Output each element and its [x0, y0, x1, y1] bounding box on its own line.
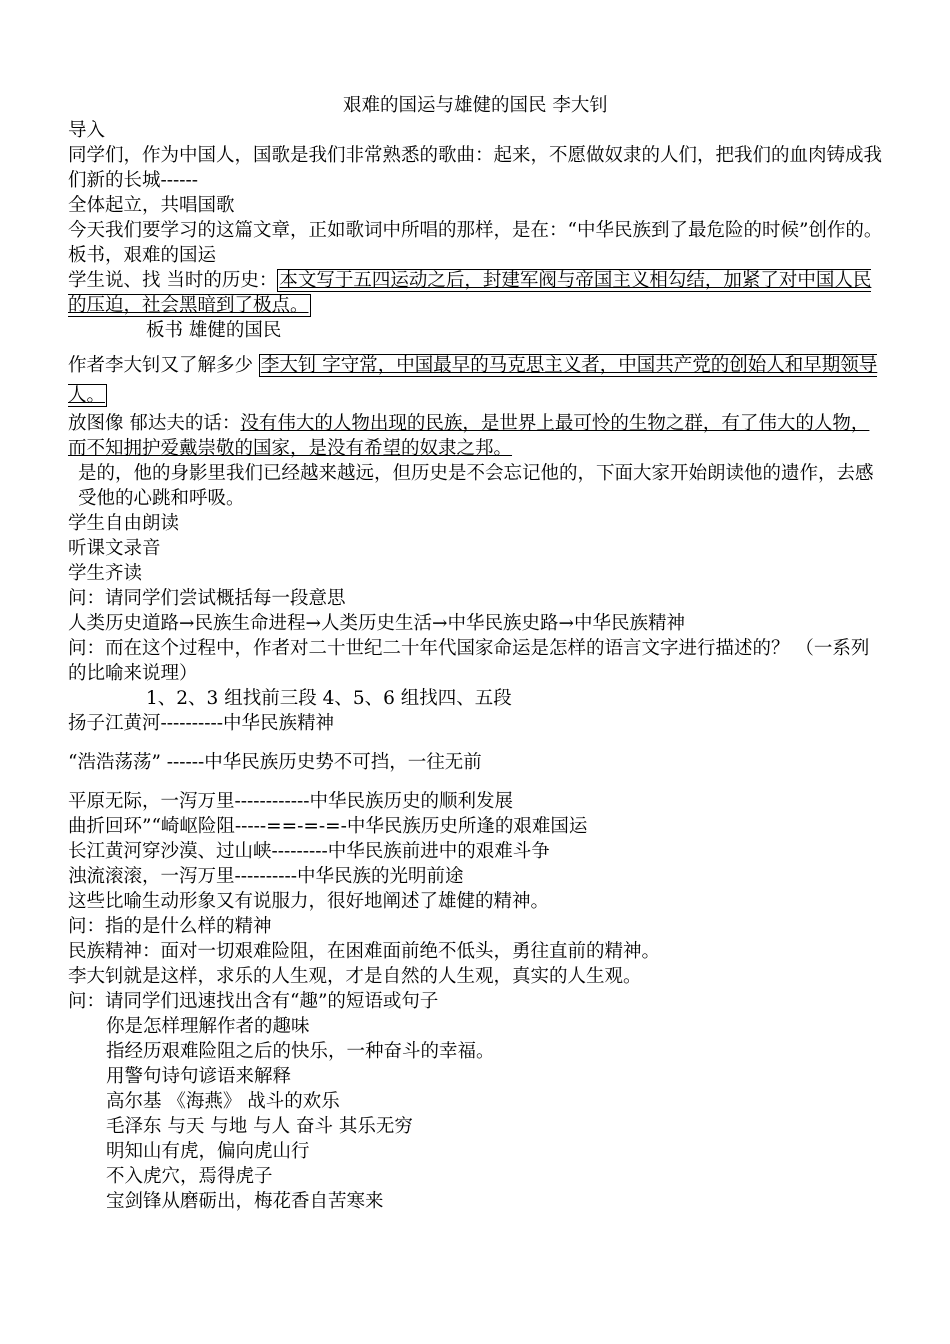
document-title: 艰难的国运与雄健的国民 李大钊 [343, 95, 608, 116]
paragraph: 长江黄河穿沙漠、过山峡---------中华民族前进中的艰难斗争 [68, 841, 550, 862]
boxed-answer: 本文写于五四运动之后，封建军阀与帝国主义相勾结，加紧了对中国人民的压迫，社会黑暗到了极点。 [68, 270, 872, 316]
paragraph-text: 作者李大钊又了解多少 [68, 355, 259, 376]
paragraph-text: 放图像 郁达夫的话： [68, 413, 241, 434]
document-body [68, 93, 883, 1214]
paragraph: 这些比喻生动形象又有说服力，很好地阐述了雄健的精神。 [68, 891, 550, 912]
paragraph: 人类历史道路→民族生命进程→人类历史生活→中华民族史路→中华民族精神 [68, 613, 686, 634]
paragraph: 学生自由朗读 [68, 513, 180, 534]
paragraph: 平原无际，一泻万里------------中华民族历史的顺利发展 [68, 791, 514, 812]
paragraph: 学生齐读 [68, 563, 143, 584]
paragraph: 问：请同学们尝试概括每一段意思 [68, 588, 346, 609]
paragraph: 今天我们要学习的这篇文章，正如歌词中所唱的那样，是在：“中华民族到了最危险的时候”创作的。 [68, 220, 883, 241]
paragraph: 民族精神：面对一切艰难险阻，在困难面前绝不低头，勇往直前的精神。 [68, 941, 661, 962]
paragraph: 宝剑锋从磨砺出，梅花香自苦寒来 [106, 1191, 384, 1212]
boxed-answer: 李大钊 字守常，中国最早的马克思主义者，中国共产党的创始人和早期领导人。 [68, 355, 878, 406]
paragraph: “浩浩荡荡” ------中华民族历史势不可挡，一往无前 [68, 752, 482, 773]
paragraph: 板书，艰难的国运 [68, 245, 217, 266]
paragraph [68, 268, 883, 318]
paragraph: 用警句诗句谚语来解释 [106, 1066, 292, 1087]
paragraph: 毛泽东 与天 与地 与人 奋斗 其乐无穷 [106, 1116, 413, 1137]
underlined-quote: 没有伟大的人物出现的民族，是世界上最可怜的生物之群，有了伟大的人物，而不知拥护爱戴崇敬的国家，是没有希望的奴隶之邦。 [68, 413, 870, 459]
paragraph: 问：指的是什么样的精神 [68, 916, 272, 937]
paragraph: 1、2、3 组找前三段 4、5、6 组找四、五段 [146, 688, 512, 709]
paragraph: 高尔基 《海燕》 战斗的欢乐 [106, 1091, 340, 1112]
paragraph: 浊流滚滚，一泻万里----------中华民族的光明前途 [68, 866, 464, 887]
paragraph: 问：请同学们迅速找出含有“趣”的短语或句子 [68, 991, 439, 1012]
paragraph: 问：而在这个过程中，作者对二十世纪二十年代国家命运是怎样的语言文字进行描述的？ （一系列的比喻来说理） [68, 638, 870, 684]
paragraph: 李大钊就是这样，求乐的人生观，才是自然的人生观，真实的人生观。 [68, 966, 642, 987]
paragraph: 导入 [68, 120, 106, 141]
paragraph: 扬子江黄河----------中华民族精神 [68, 713, 335, 734]
paragraph: 全体起立，共唱国歌 [68, 195, 235, 216]
paragraph [68, 411, 883, 461]
paragraph: 指经历艰难险阻之后的快乐，一种奋斗的幸福。 [106, 1041, 495, 1062]
paragraph [68, 351, 883, 411]
paragraph: 同学们，作为中国人，国歌是我们非常熟悉的歌曲：起来，不愿做奴隶的人们，把我们的血肉铸成我们新的长城------ [68, 145, 883, 191]
paragraph: 听课文录音 [68, 538, 161, 559]
paragraph: 曲折回环”“崎岖险阻-----==-=-=-中华民族历史所逢的艰难国运 [68, 816, 588, 837]
paragraph: 你是怎样理解作者的趣味 [106, 1016, 310, 1037]
paragraph: 明知山有虎，偏向虎山行 [106, 1141, 310, 1162]
paragraph: 是的，他的身影里我们已经越来越远，但历史是不会忘记他的，下面大家开始朗读他的遗作，去感受他的心跳和呼吸。 [78, 463, 874, 509]
paragraph-text: 学生说、找 当时的历史： [68, 270, 278, 291]
paragraph: 板书 雄健的国民 [146, 320, 282, 341]
paragraph: 不入虎穴，焉得虎子 [106, 1166, 273, 1187]
